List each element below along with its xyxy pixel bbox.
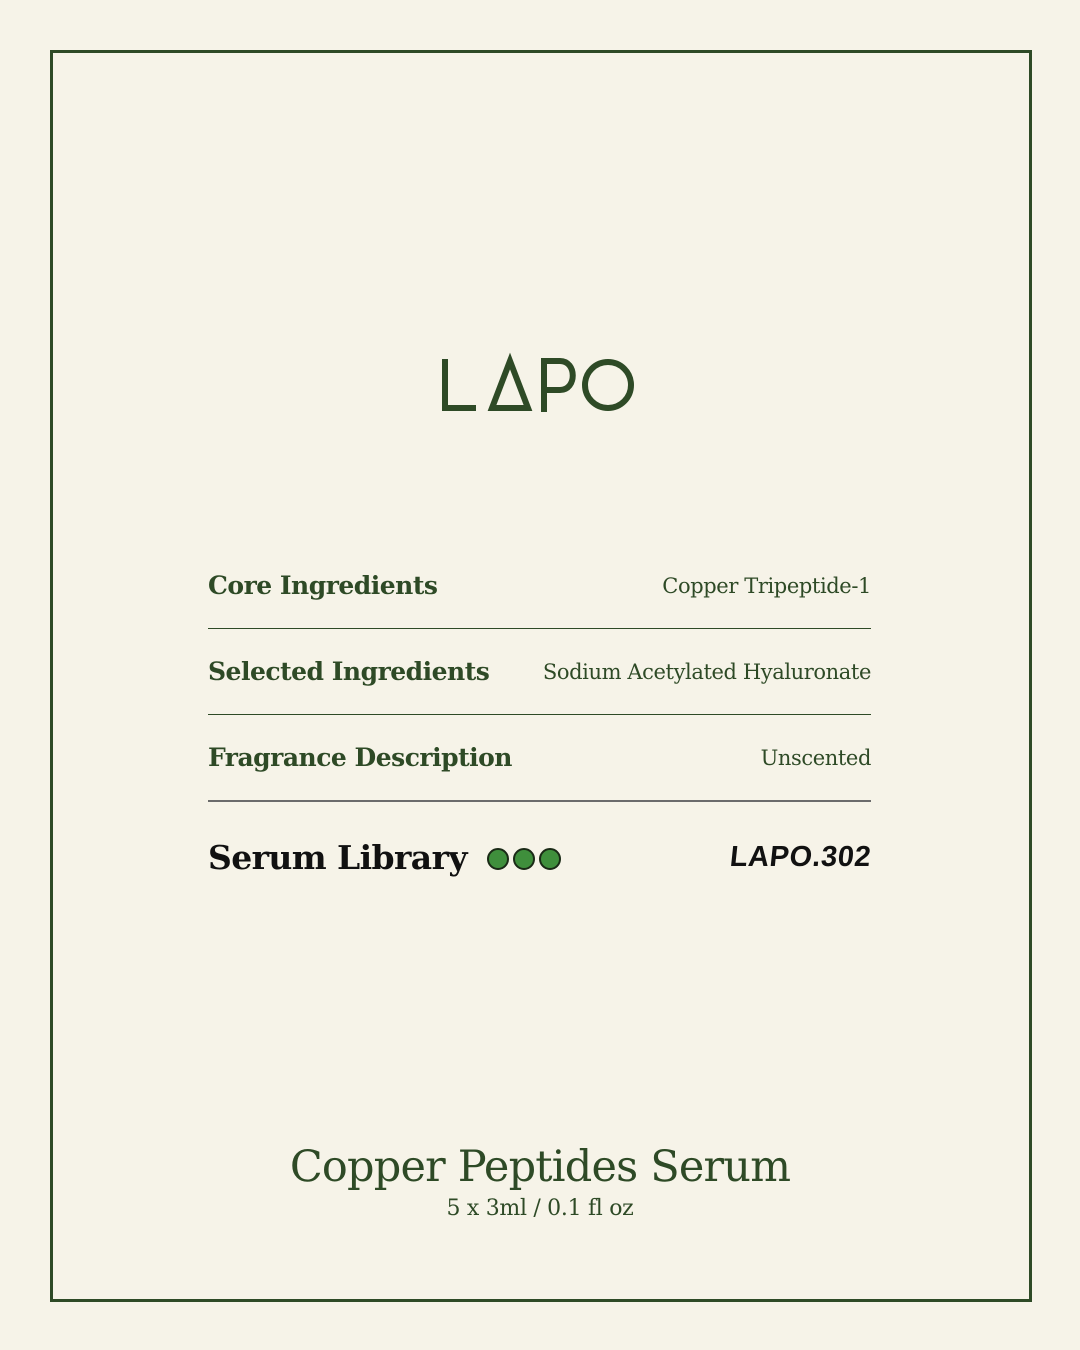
lapo-logo-icon — [440, 352, 640, 418]
detail-row-fragrance-description — [208, 715, 871, 802]
detail-label: Selected Ingredients — [208, 657, 490, 686]
detail-value: Copper Tripeptide-1 — [662, 573, 871, 598]
product-size: 5 x 3ml / 0.1 fl oz — [446, 1196, 634, 1222]
brand-logo — [0, 352, 1080, 422]
dot-icon — [487, 848, 509, 870]
product-name: Copper Peptides Serum — [289, 1142, 791, 1192]
detail-label: Core Ingredients — [208, 571, 438, 600]
product-code: LAPO.302 — [728, 840, 873, 873]
product-info — [0, 1143, 1080, 1221]
serum-library-title: Serum Library — [208, 837, 467, 877]
detail-label: Fragrance Description — [208, 743, 512, 772]
dot-icon — [539, 848, 561, 870]
ingredients-table — [208, 543, 871, 912]
detail-row-core-ingredients — [208, 543, 871, 629]
library-dots — [487, 848, 561, 870]
dot-icon — [513, 848, 535, 870]
serum-library-row — [208, 802, 871, 912]
detail-value: Sodium Acetylated Hyaluronate — [542, 659, 871, 684]
detail-row-selected-ingredients — [208, 629, 871, 715]
detail-value: Unscented — [760, 745, 871, 770]
